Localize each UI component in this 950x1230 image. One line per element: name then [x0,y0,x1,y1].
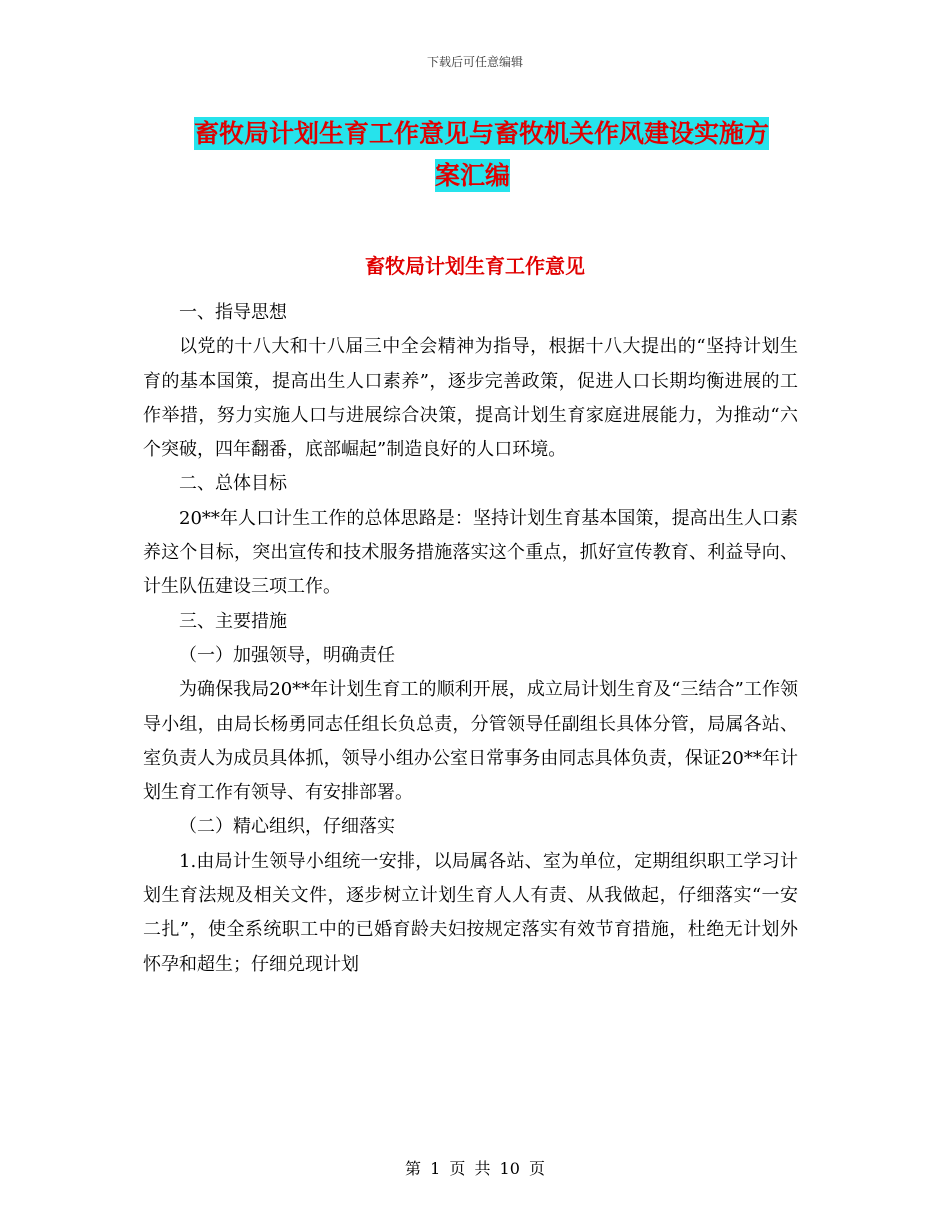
document-title-line-1: 畜牧局计划生育工作意见与畜牧机关作风建设实施方 [194,119,770,148]
paragraph: 1.由局计生领导小组统一安排，以局属各站、室为单位，定期组织职工学习计划生育法规及相关文件，逐步树立计划生育人人有责、从我做起，仔细落实“一安二扎”，使全系统职工中的已婚育龄夫妇按规定落实有效节育措施，杜绝无计划外怀孕和超生；仔细兑现计划 [143,850,798,975]
document-body [143,296,798,982]
heading-main-measures: 三、主要措施 [179,610,287,632]
section-title: 畜牧局计划生育工作意见 [365,254,585,278]
page-footer: 第 1 页 共 10 页 [405,1159,545,1178]
document-title-line-2: 案汇编 [435,161,511,190]
heading-overall-goal: 二、总体目标 [179,473,287,495]
paragraph: 20**年人口计生工作的总体思路是：坚持计划生育基本国策，提高出生人口素养这个目标，突出宣传和技术服务措施落实这个重点，抓好宣传教育、利益导向、计生队伍建设三项工作。 [143,507,798,598]
page-header-note: 下载后可任意编辑 [426,55,523,69]
heading-guiding-thought: 一、指导思想 [179,302,287,323]
paragraph: 为确保我局20**年计划生育工的顺利开展，成立局计划生育及“三结合”工作领导小组，由局长杨勇同志任组长负总责，分管领导任副组长具体分管，局属各站、室负责人为成员具体抓，领导小组办公室日常事务由同志具体负责，保证20**年计划生育工作有领导、有安排部署。 [143,679,798,804]
subheading: （一）加强领导，明确责任 [179,644,395,666]
subheading: （二）精心组织，仔细落实 [179,816,395,838]
paragraph: 以党的十八大和十八届三中全会精神为指导，根据十八大提出的“坚持计划生育的基本国策，提高出生人口素养”，逐步完善政策，促进人口长期均衡进展的工作举措，努力实施人口与进展综合决策，提高计划生育家庭进展能力，为推动“六个突破，四年翻番，底部崛起”制造良好的人口环境。 [143,336,798,461]
